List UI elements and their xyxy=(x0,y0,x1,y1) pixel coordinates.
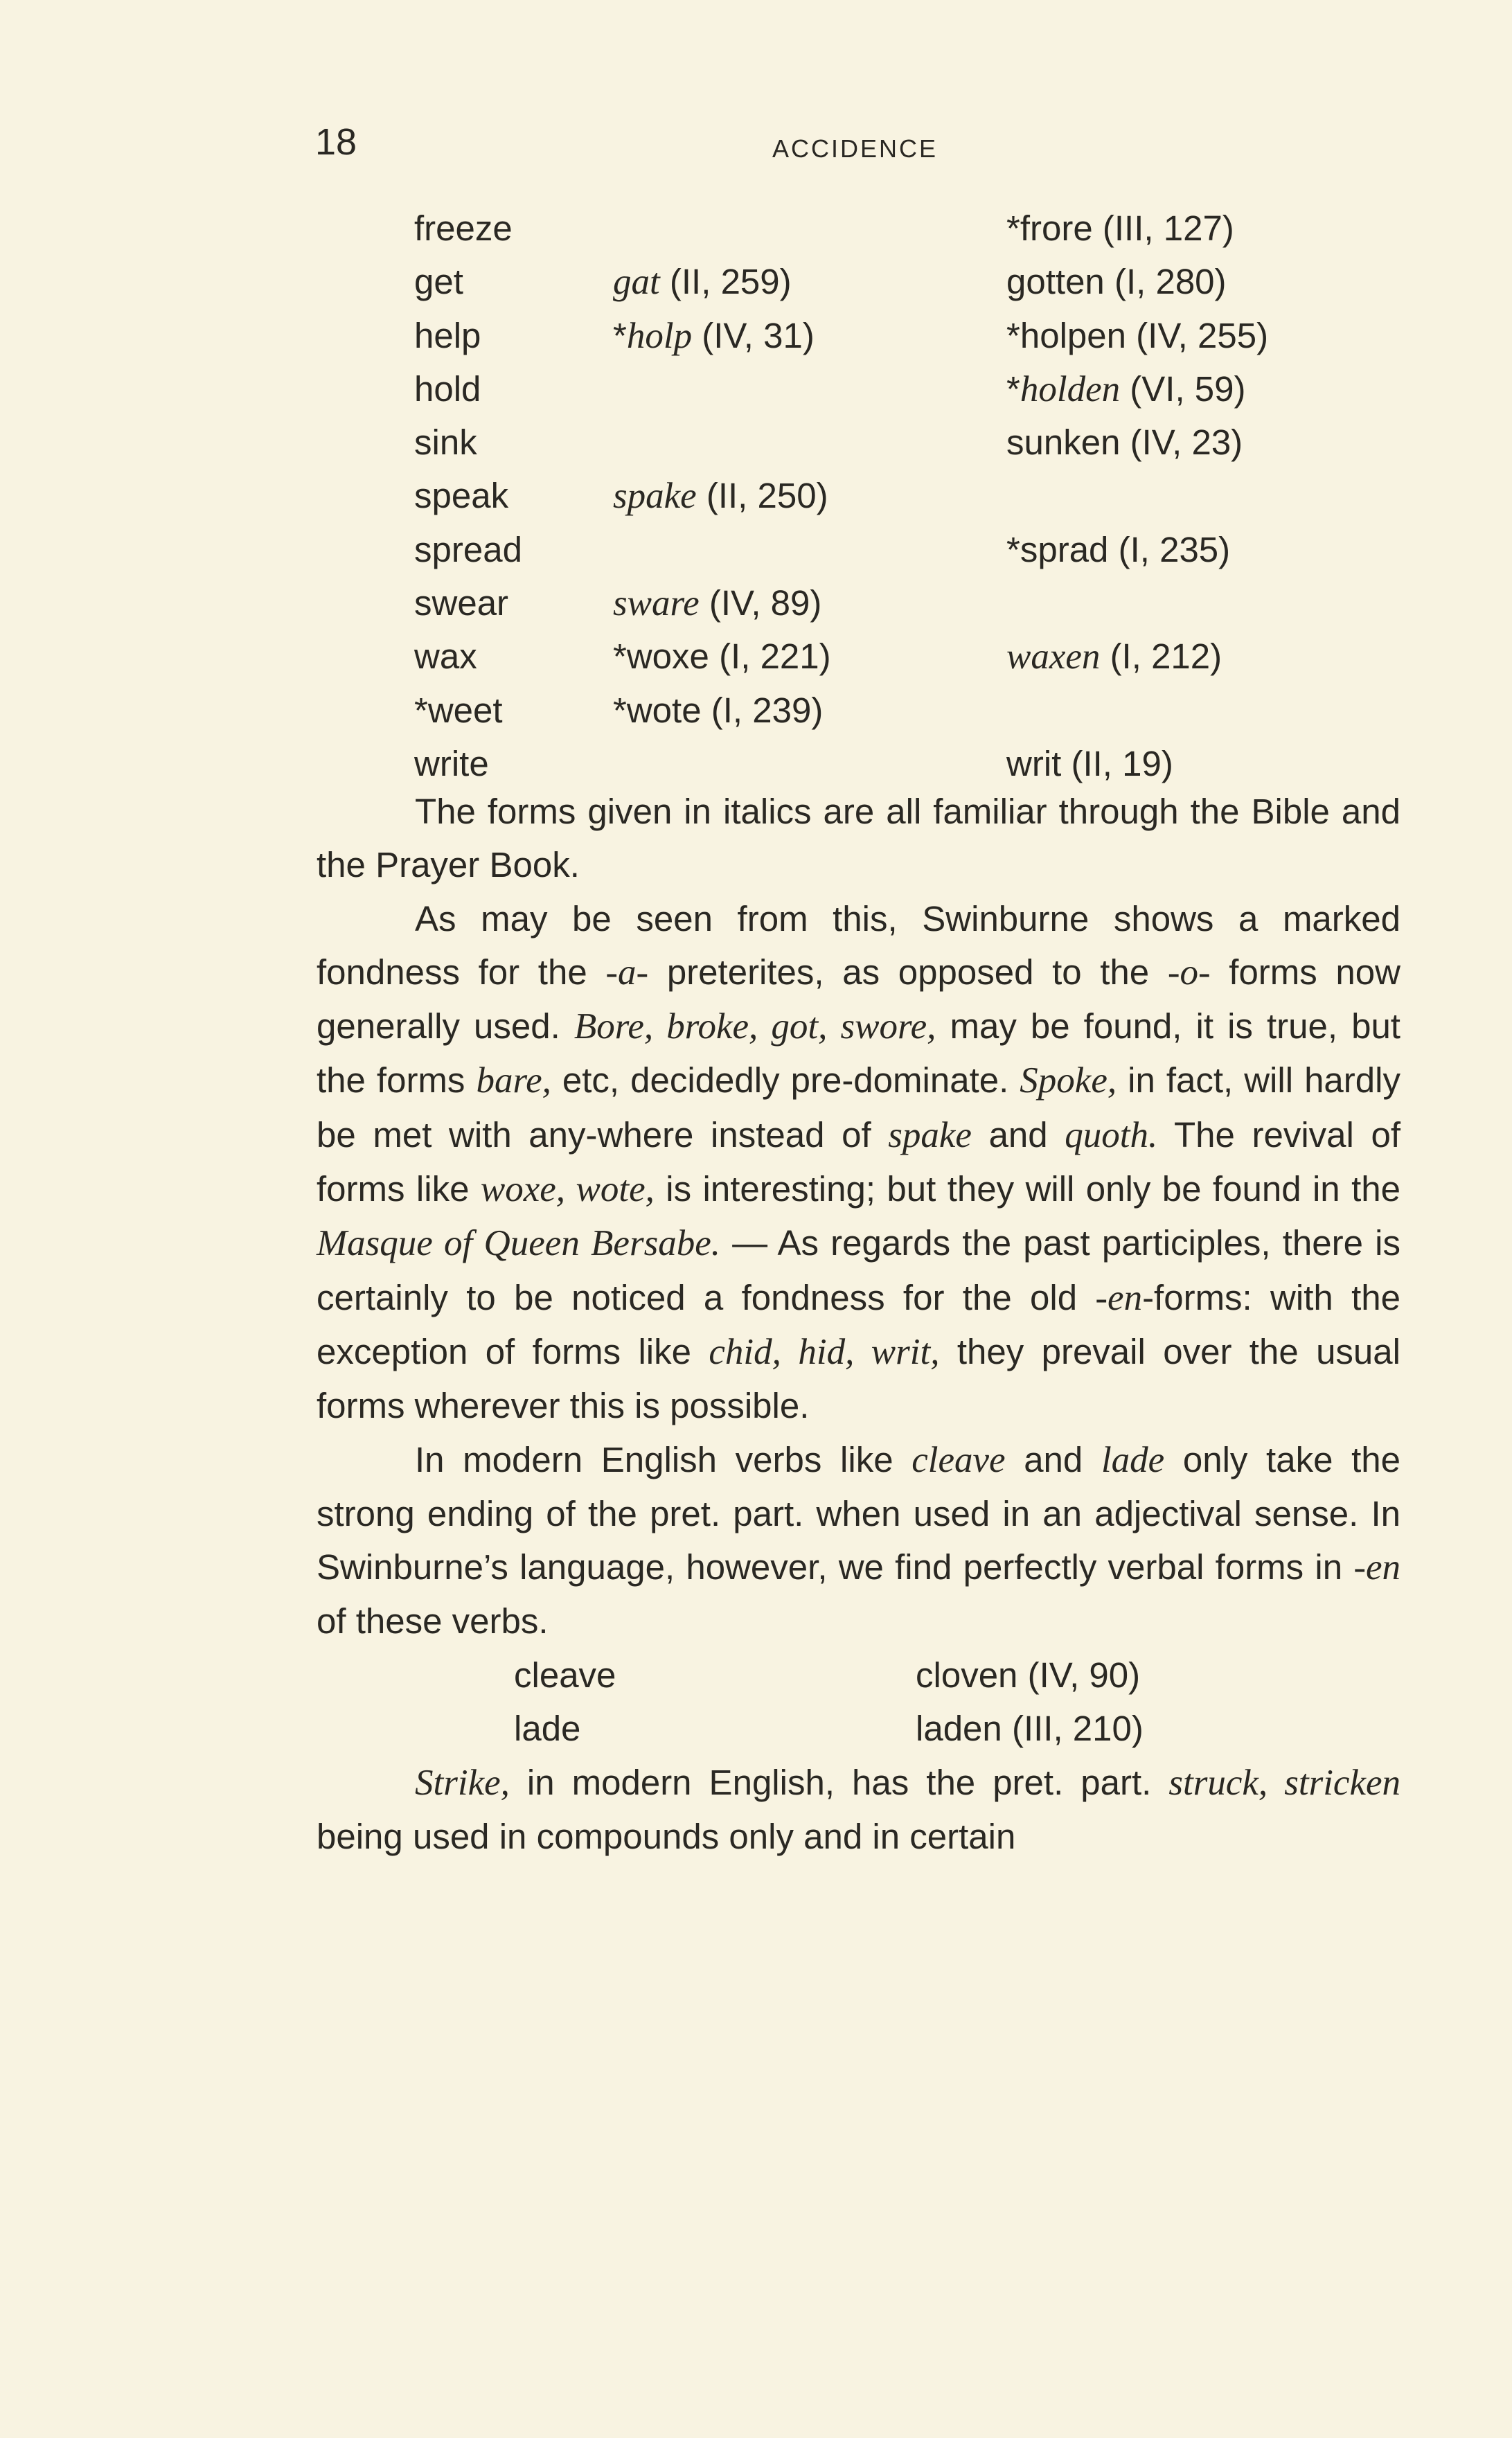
p2-italic: chid, hid, writ, xyxy=(709,1331,940,1372)
verb-preterite-segment: (II, 259) xyxy=(659,262,792,302)
p2-span: may be found, it is true, but the forms xyxy=(317,1006,1400,1101)
p4-italic: Strike, xyxy=(415,1762,510,1803)
verb-participle-segment: writ (II, 19) xyxy=(1006,743,1173,783)
verb-row xyxy=(414,576,1453,630)
mini-participle: cloven (IV, 90) xyxy=(916,1655,1141,1695)
verb-participle xyxy=(1006,362,1246,416)
verb-row xyxy=(414,362,1453,416)
paragraph-4 xyxy=(317,1756,1400,1864)
verb-row xyxy=(414,416,1453,469)
verb-preterite xyxy=(613,684,823,737)
p2-italic: woxe, wote, xyxy=(480,1169,655,1210)
running-head: ACCIDENCE xyxy=(772,134,939,163)
verb-participle xyxy=(1006,523,1230,576)
verb-row xyxy=(414,630,1453,683)
verb-infinitive: swear xyxy=(414,583,509,623)
verb-infinitive: get xyxy=(414,262,463,302)
p2-span: -forms: with the exception of forms like xyxy=(317,1277,1400,1371)
p2-span: etc, decidedly pre-dominate. xyxy=(551,1060,1020,1101)
verb-infinitive: help xyxy=(414,315,481,355)
verb-participle-segment: sunken (IV, 23) xyxy=(1006,422,1243,463)
verb-preterite xyxy=(613,469,828,523)
p4-span: being used in compounds only and in certain xyxy=(317,1817,1016,1857)
page-number: 18 xyxy=(315,121,357,163)
verb-preterite-segment: spake xyxy=(613,476,697,517)
p2-span: they prevail over the usual forms wherever this is possible. xyxy=(317,1331,1400,1426)
verb-participle-segment: waxen xyxy=(1006,637,1101,677)
verb-infinitive: *weet xyxy=(414,690,503,730)
verb-forms-table xyxy=(414,202,1453,790)
mini-table-row xyxy=(317,1648,1400,1702)
verb-preterite-segment: (II, 250) xyxy=(696,476,828,516)
verb-row xyxy=(414,737,1453,790)
p2-italic: -a- xyxy=(605,952,649,993)
cleave-lade-table xyxy=(317,1648,1400,1756)
verb-infinitive: hold xyxy=(414,368,481,409)
verb-participle-segment: (VI, 59) xyxy=(1120,368,1246,409)
verb-participle-segment: gotten (I, 280) xyxy=(1006,262,1227,302)
mini-verb: cleave xyxy=(514,1655,616,1695)
verb-participle xyxy=(1006,255,1227,308)
p2-span: is interesting; but they will only be found in the xyxy=(654,1169,1400,1209)
verb-preterite-segment: (IV, 31) xyxy=(692,315,815,355)
verb-row xyxy=(414,255,1453,308)
p2-span: preterites, as opposed to the xyxy=(648,952,1168,992)
verb-row xyxy=(414,469,1453,522)
verb-participle-segment: *holpen (IV, 255) xyxy=(1006,315,1269,355)
mini-verb: lade xyxy=(514,1709,581,1749)
p3-span: of these verbs. xyxy=(317,1601,549,1641)
p2-span: forms now generally used. xyxy=(317,952,1400,1047)
p2-italic: Bore, broke, got, swore, xyxy=(573,1006,936,1047)
p4-span: in modern English, has the pret. part. xyxy=(509,1762,1169,1802)
verb-infinitive: speak xyxy=(414,476,509,516)
p3-span: only take the strong ending of the pret. part. when used in an adjectival sense. In Swinburne’s language, however, we find perfectly verbal forms in xyxy=(317,1439,1400,1587)
p3-italic: lade xyxy=(1101,1439,1165,1480)
verb-participle-segment: *frore (III, 127) xyxy=(1006,208,1234,248)
verb-participle-segment: holden xyxy=(1020,368,1121,409)
verb-participle xyxy=(1006,416,1243,469)
verb-preterite-segment: *woxe (I, 221) xyxy=(613,637,831,677)
p2-italic: -o- xyxy=(1167,952,1211,993)
p2-italic: Masque of Queen Bersabe. xyxy=(317,1223,720,1264)
body-text xyxy=(317,785,1400,1863)
verb-preterite-segment: gat xyxy=(613,262,660,303)
paragraph-1-text: The forms given in italics are all familiar through the Bible and the Prayer Book. xyxy=(317,792,1400,885)
verb-preterite-segment: sware xyxy=(613,583,700,624)
verb-preterite xyxy=(613,255,792,309)
p2-italic: -en xyxy=(1095,1277,1143,1318)
verb-participle xyxy=(1006,309,1268,362)
verb-preterite-segment: (IV, 89) xyxy=(699,583,822,623)
verb-row xyxy=(414,202,1453,255)
verb-participle-segment: * xyxy=(1006,368,1020,409)
verb-participle-segment: (I, 212) xyxy=(1100,637,1222,677)
p2-italic: bare, xyxy=(476,1060,551,1101)
mini-participle: laden (III, 210) xyxy=(916,1709,1144,1749)
p3-italic: cleave xyxy=(911,1439,1006,1480)
p2-span: The revival of forms like xyxy=(317,1114,1401,1209)
p2-italic: Spoke, xyxy=(1020,1060,1117,1101)
verb-infinitive: write xyxy=(414,743,489,783)
verb-preterite-segment: *wote (I, 239) xyxy=(613,690,824,730)
verb-infinitive: wax xyxy=(414,637,477,677)
p2-span: in fact, will hardly be met with any-where instead of xyxy=(317,1060,1400,1155)
paragraph-2 xyxy=(317,892,1400,1433)
verb-participle xyxy=(1006,737,1173,790)
p3-span: In modern English verbs like xyxy=(415,1439,912,1479)
verb-preterite-segment: * xyxy=(613,315,627,355)
verb-preterite-segment: holp xyxy=(626,315,693,356)
verb-infinitive: sink xyxy=(414,422,477,463)
verb-row xyxy=(414,309,1453,362)
verb-participle-segment: *sprad (I, 235) xyxy=(1006,529,1231,569)
p2-span: As may be seen from this, Swinburne shows a marked fondness for the xyxy=(317,898,1400,992)
p3-span: and xyxy=(1005,1439,1101,1479)
p2-italic: quoth. xyxy=(1065,1114,1158,1155)
verb-infinitive: freeze xyxy=(414,208,513,248)
verb-infinitive: spread xyxy=(414,529,522,569)
verb-preterite xyxy=(613,309,815,363)
verb-row xyxy=(414,523,1453,576)
p2-italic: spake xyxy=(888,1114,972,1155)
p2-span: — As regards the past participles, there is certainly to be noticed a fondness for the old xyxy=(317,1223,1400,1317)
verb-preterite xyxy=(613,576,821,630)
verb-preterite xyxy=(613,630,831,683)
paragraph-1 xyxy=(317,785,1400,892)
p2-span: and xyxy=(971,1114,1065,1155)
p3-italic: -en xyxy=(1353,1547,1400,1588)
verb-participle xyxy=(1006,202,1234,255)
mini-table-row xyxy=(317,1702,1400,1755)
paragraph-3 xyxy=(317,1433,1400,1648)
verb-row xyxy=(414,684,1453,737)
verb-participle xyxy=(1006,630,1222,684)
p4-italic: struck, stricken xyxy=(1168,1762,1400,1803)
